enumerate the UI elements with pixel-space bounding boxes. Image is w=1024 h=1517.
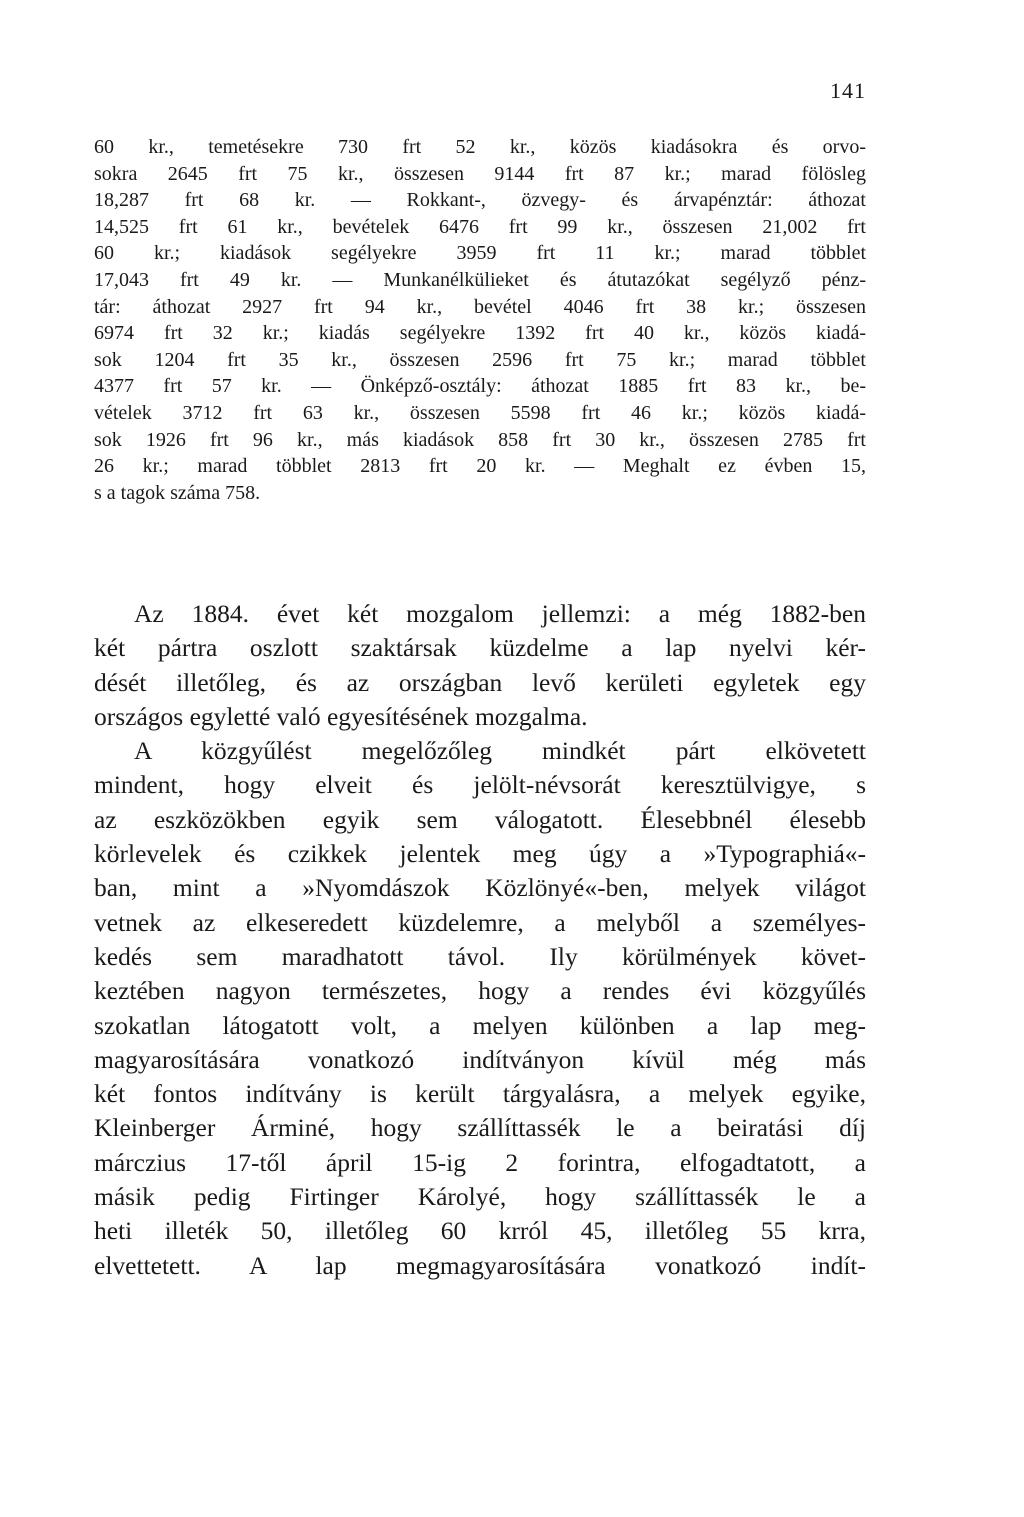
page-number: 141 — [830, 78, 866, 103]
text-line: szokatlan látogatott volt, a melyen különben a lap meg- — [94, 1010, 866, 1040]
text-line: Kleinberger Árminé, hogy szállíttassék le a beiratási díj — [94, 1113, 866, 1143]
text-line: sokra 2645 frt 75 kr., összesen 9144 frt 87 kr.; marad fölösleg — [94, 162, 866, 185]
text-line: két fontos indítvány is került tárgyalásra, a melyek egyike, — [94, 1079, 866, 1109]
text-line: országos egyletté való egyesítésének mozgalma. — [94, 701, 588, 731]
text-line: dését illetőleg, és az országban levő kerületi egyletek egy — [94, 667, 866, 697]
text-line: magyarosítására vonatkozó indítványon kívül még más — [94, 1044, 866, 1074]
financial-report-block — [94, 134, 866, 506]
text-line: heti illeték 50, illetőleg 60 krról 45, illetőleg 55 krra, — [94, 1216, 866, 1246]
text-line: vetnek az elkeseredett küzdelemre, a melyből a személyes- — [94, 907, 866, 937]
text-line: elvettetett. A lap megmagyarosítására vonatkozó indít- — [94, 1250, 866, 1280]
text-line: 18,287 frt 68 kr. — Rokkant-, özvegy- és árvapénztár: áthozat — [94, 189, 866, 212]
text-line: mindent, hogy elveit és jelölt-névsorát keresztülvigye, s — [94, 770, 866, 800]
text-line: A közgyűlést megelőzőleg mindkét párt elkövetett — [134, 736, 866, 766]
text-line: 14,525 frt 61 kr., bevételek 6476 frt 99 kr., összesen 21,002 frt — [94, 215, 866, 238]
text-line: 60 kr., temetésekre 730 frt 52 kr., közös kiadásokra és orvo- — [94, 136, 866, 158]
text-line: 6974 frt 32 kr.; kiadás segélyekre 1392 frt 40 kr., közös kiadá- — [94, 322, 866, 345]
body-text — [94, 597, 866, 1283]
text-line: keztében nagyon természetes, hogy a rendes évi közgyűlés — [94, 976, 866, 1006]
text-line: az eszközökben egyik sem válogatott. Élesebbnél élesebb — [94, 804, 866, 834]
paragraph-1884-movements — [94, 597, 866, 734]
text-line: sok 1926 frt 96 kr., más kiadások 858 frt 30 kr., összesen 2785 frt — [94, 428, 866, 451]
text-line: 17,043 frt 49 kr. — Munkanélkülieket és átutazókat segélyző pénz- — [94, 268, 866, 291]
text-line: vételek 3712 frt 63 kr., összesen 5598 frt 46 kr.; közös kiadá- — [94, 401, 866, 424]
text-line: s a tagok száma 758. — [94, 481, 261, 504]
text-line: 60 kr.; kiadások segélyekre 3959 frt 11 kr.; marad többlet — [94, 242, 866, 265]
text-line: márczius 17-től ápril 15-ig 2 forintra, elfogadtatott, a — [94, 1147, 866, 1177]
text-line: sok 1204 frt 35 kr., összesen 2596 frt 75 kr.; marad többlet — [94, 348, 866, 371]
paragraph-general-assembly — [94, 734, 866, 1283]
text-line: ban, mint a »Nyomdászok Közlönyé«-ben, melyek világot — [94, 873, 866, 903]
text-line: másik pedig Firtinger Károlyé, hogy szállíttassék le a — [94, 1182, 866, 1212]
text-line: 26 kr.; marad többlet 2813 frt 20 kr. — Meghalt ez évben 15, — [94, 455, 866, 478]
text-line: 4377 frt 57 kr. — Önképző-osztály: áthozat 1885 frt 83 kr., be- — [94, 375, 866, 398]
text-line: Az 1884. évet két mozgalom jellemzi: a még 1882-ben — [134, 599, 866, 628]
text-line: kedés sem maradhatott távol. Ily körülmények követ- — [94, 941, 866, 971]
text-line: körlevelek és czikkek jelentek meg úgy a »Typographiá«- — [94, 839, 866, 869]
text-line: tár: áthozat 2927 frt 94 kr., bevétel 4046 frt 38 kr.; összesen — [94, 295, 866, 318]
text-line: két pártra oszlott szaktársak küzdelme a lap nyelvi kér- — [94, 633, 866, 663]
